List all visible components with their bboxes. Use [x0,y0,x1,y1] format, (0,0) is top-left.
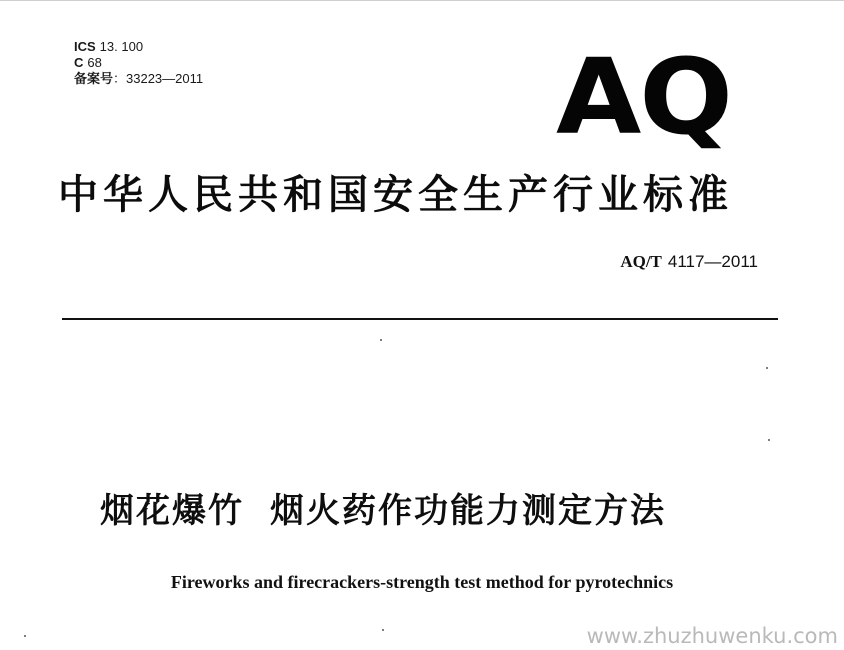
classification-block [74,39,203,87]
scan-speck [766,367,768,369]
scan-speck [380,339,382,341]
issuing-organization: 中华人民共和国安全生产行业标准 [58,172,733,218]
chinese-title [100,489,666,533]
ics-label: ICS [74,39,96,54]
scan-speck [24,635,26,637]
ccs-label: C [74,55,84,70]
scan-speck [382,629,384,631]
header-divider [62,318,778,320]
standard-prefix: AQ/T [620,252,662,271]
record-line [74,71,203,87]
ccs-code: 68 [87,55,102,70]
record-number: ：33223—2011 [113,71,204,86]
standard-code: 4117—2011 [667,252,758,271]
aq-logo: AQ [556,36,731,158]
record-label: 备案号 [74,71,114,86]
scan-speck [768,439,770,441]
chinese-title-part2: 烟火药作功能力测定方法 [270,491,666,531]
english-title: Fireworks and firecrackers-strength test method for pyrotechnics [170,572,674,592]
ics-code: 13. 100 [99,39,144,54]
chinese-title-part1: 烟花爆竹 [100,491,244,531]
standard-number [620,251,758,273]
ccs-line [74,55,203,71]
ics-line [74,39,203,55]
site-watermark: www.zhuzhuwenku.com [586,624,838,648]
